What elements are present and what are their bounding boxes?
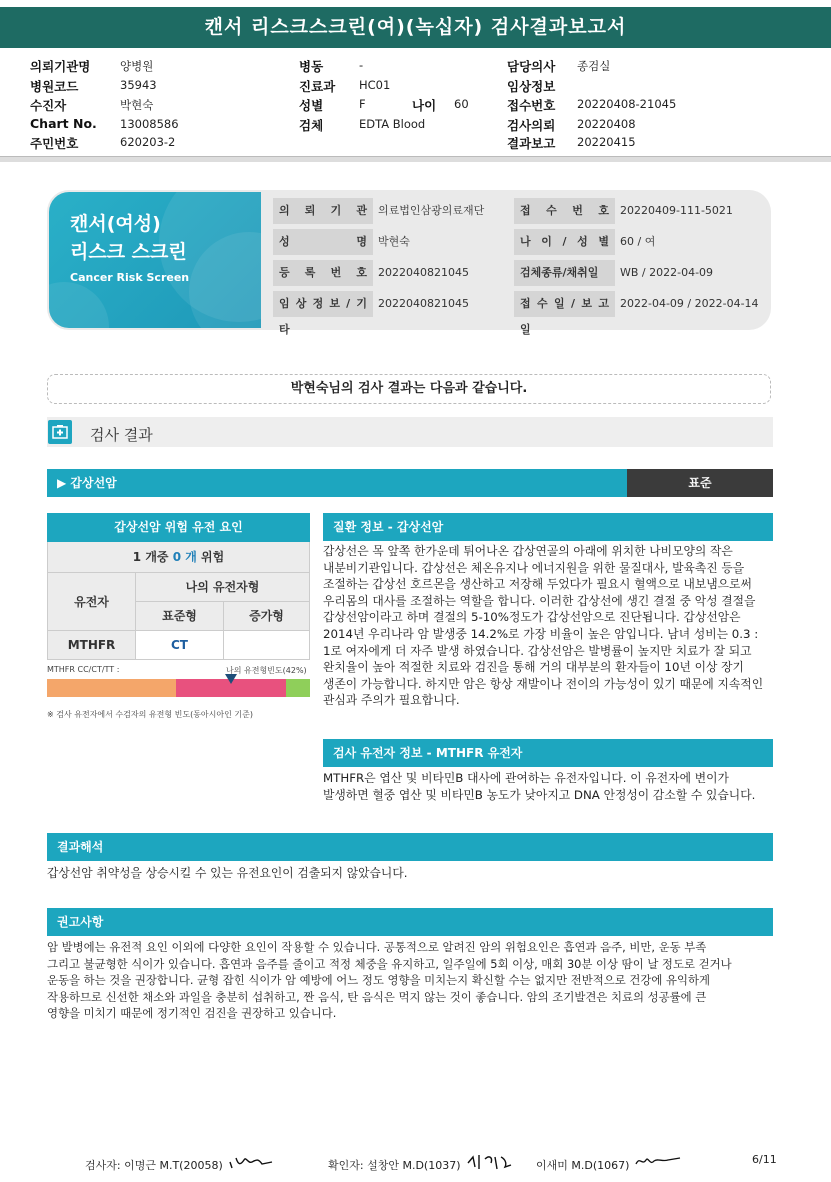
- report-title: 캔서 리스크스크린(여)(녹십자) 검사결과보고서: [0, 7, 831, 48]
- card-value-clinical: 2022040821045: [378, 297, 469, 310]
- header-value-doctor: 종검실: [577, 59, 611, 73]
- text-line: 발생하면 혈중 엽산 및 비타민B 농도가 낮아지고 DNA 안정성이 감소할 수 있습니다.: [323, 787, 756, 802]
- header-value-request-date: 20220408: [577, 117, 636, 131]
- risk-count-suffix: 위험: [196, 550, 225, 564]
- header-label-department: 진료과: [299, 79, 336, 94]
- standard-genotype-cell: CT: [135, 631, 223, 660]
- card-label-reg-no: 등 록 번 호: [273, 260, 373, 286]
- card-value-name: 박현숙: [378, 235, 410, 248]
- header-label-institution: 의뢰기관명: [30, 59, 91, 74]
- header-value-chart-no: 13008586: [120, 117, 179, 131]
- card-grid-left-values: [378, 198, 508, 317]
- text-line: 갑상선암이라고 하며 결절의 5-10%정도가 갑상선암으로 진단됩니다. 갑상선암은: [323, 610, 741, 625]
- text-line: 운동을 하는 것을 권장합니다. 균형 잡힌 식이가 암 예방에 어느 정도 영향을 미치는지 확신할 수는 없지만 전반적으로 건강에 유익하게: [47, 973, 710, 988]
- card-value-specimen: WB / 2022-04-09: [620, 266, 714, 279]
- freq-left-label: MTHFR CC/CT/TT :: [47, 665, 120, 674]
- risk-table-body: [47, 573, 310, 631]
- col-increased-header: 증가형: [223, 602, 310, 631]
- header-value-receipt-no: 20220408-21045: [577, 97, 677, 111]
- text-line: 갑상선은 목 앞쪽 한가운데 튀어나온 갑상연골의 아래에 위치한 나비모양의 작은: [323, 544, 733, 558]
- risk-table-head: 갑상선암 위험 유전 요인: [47, 513, 310, 542]
- text-line: 그리고 불균형한 식이가 있습니다. 흡연과 음주를 줄이고 적정 체중을 유지하고, 일주일에 5회 이상, 매회 30분 이상 땀이 날 정도로 걷거나: [47, 956, 732, 971]
- text-line: 암 발병에는 유전적 요인 이외에 다양한 요인이 작용할 수 있습니다. 공통적으로 알려진 암의 위험요인은 흡연과 음주, 비만, 운동 부족: [47, 940, 707, 954]
- cancer-status-badge: 표준: [627, 469, 773, 497]
- text-line: 영향을 미치기 때문에 정기적인 검진을 권장하고 있습니다.: [47, 1006, 337, 1021]
- gene-info-head: 검사 유전자 정보 - MTHFR 유전자: [323, 739, 773, 767]
- page-number: 6/11: [752, 1153, 777, 1166]
- header-value-resident-no: 620203-2: [120, 135, 176, 149]
- text-line: 조절하는 갑상선 호르몬을 생산하고 저장해 두었다가 필요시 혈액으로 내보냄으로써: [323, 577, 752, 592]
- summary-card-title-line1: 캔서(여성): [70, 213, 161, 235]
- footer-doctor2: 이새미 M.D(1067): [536, 1159, 630, 1172]
- col-my-genotype-header: 나의 유전자형: [135, 573, 310, 602]
- footer-tester: 검사자: 이명근 M.T(20058): [85, 1159, 223, 1172]
- tester-signature-icon: [226, 1150, 276, 1172]
- header-label-request-date: 검사의뢰: [507, 118, 556, 133]
- risk-table: [47, 513, 310, 660]
- header-label-ward: 병동: [299, 59, 324, 74]
- text-line: 완치율이 높아 적절한 치료와 검진을 통해 거의 대부분의 환자들이 10년 이상 장기: [323, 660, 744, 675]
- header-label-doctor: 담당의사: [507, 59, 556, 74]
- doctor2-signature-icon: [634, 1152, 682, 1170]
- header-label-sex: 성별: [299, 98, 324, 113]
- header-label-chart-no: Chart No.: [30, 116, 97, 131]
- header-value-patient: 박현숙: [120, 98, 154, 112]
- genotype-header-group: [135, 573, 310, 631]
- card-grid-left-labels: [273, 198, 373, 336]
- disease-info-section: [323, 513, 773, 709]
- header-value-institution: 양병원: [120, 59, 154, 73]
- header-label-patient: 수진자: [30, 98, 67, 113]
- genotype-subheaders: [135, 602, 310, 631]
- text-line: 1로 여자에게 더 자주 발생 하였습니다. 갑상선암은 발병률이 높지만 치료가 잘 되고: [323, 643, 752, 658]
- header-label-specimen: 검체: [299, 118, 324, 133]
- summary-card-subtitle: Cancer Risk Screen: [70, 271, 190, 284]
- disease-info-head: 질환 정보 - 갑상선암: [323, 513, 773, 541]
- gene-info-section: [323, 739, 773, 803]
- risk-count-value: 0 개: [172, 550, 197, 564]
- col-standard-header: 표준형: [135, 602, 223, 631]
- text-line: MTHFR은 엽산 및 비타민B 대사에 관여하는 유전자입니다. 이 유전자에 변이가: [323, 771, 729, 785]
- medical-kit-icon: [48, 420, 72, 444]
- card-label-institution: 의 뢰 기 관: [273, 198, 373, 224]
- text-line: 관심과 주의가 필요합니다.: [323, 693, 460, 708]
- disease-info-text: [323, 543, 773, 709]
- header-value-hospital-code: 35943: [120, 78, 157, 92]
- text-line: 2014년 우리나라 암 발생중 14.2%로 가장 비율이 높은 암입니다. 남녀 성비는 0.3 :: [323, 626, 759, 641]
- header-value-department: HC01: [359, 78, 391, 92]
- card-value-age-sex: 60 / 여: [620, 235, 656, 248]
- card-value-institution: 의료법인삼광의료재단: [378, 204, 485, 217]
- interpretation-head: 결과해석: [47, 833, 773, 861]
- genotype-marker-icon: [225, 674, 237, 684]
- summary-card-title-line2: 리스크 스크린: [70, 241, 187, 263]
- card-label-name: 성 명: [273, 229, 373, 255]
- card-label-receipt: 접 수 번 호: [514, 198, 615, 224]
- recommendation-head: 권고사항: [47, 908, 773, 936]
- card-label-dates: 접 수 일 / 보 고 일: [514, 291, 615, 317]
- card-label-age-sex: 나 이 / 성 별: [514, 229, 615, 255]
- section-title: 검사 결과: [90, 426, 153, 444]
- header-label-hospital-code: 병원코드: [30, 79, 79, 94]
- recommendation-text: [47, 939, 787, 1022]
- card-value-receipt: 20220409-111-5021: [620, 204, 733, 217]
- text-line: 우리몸의 대사를 조절하는 역할을 합니다. 이러한 갑상선에 생긴 결절 중 악성 결절을: [323, 593, 756, 608]
- header-divider: [0, 156, 831, 162]
- header-value-report-date: 20220415: [577, 135, 636, 149]
- summary-card-title: [70, 210, 187, 266]
- card-grid-right-labels: [514, 198, 615, 336]
- confirmer-signature-icon: [465, 1149, 515, 1173]
- gene-name-cell: MTHFR: [47, 631, 135, 660]
- table-row: [47, 631, 310, 660]
- col-gene-header: 유전자: [47, 573, 135, 631]
- header-value-age: 60: [454, 97, 469, 111]
- header-label-resident-no: 주민번호: [30, 136, 79, 151]
- header-value-sex: F: [359, 97, 366, 111]
- genotype-frequency-bar: [47, 679, 310, 697]
- increased-genotype-cell: [223, 631, 310, 660]
- risk-count-prefix: 1 개중: [132, 550, 173, 564]
- card-value-reg-no: 2022040821045: [378, 266, 469, 279]
- header-label-clinical-info: 임상정보: [507, 79, 556, 94]
- header-label-report-date: 결과보고: [507, 136, 556, 151]
- risk-count-row: [47, 542, 310, 573]
- cancer-type-bar: ▶ 갑상선암: [47, 469, 627, 497]
- header-value-specimen: EDTA Blood: [359, 117, 426, 131]
- freq-note: ※ 검사 유전자에서 수검자의 유전형 빈도(동아시아인 기준): [47, 710, 253, 719]
- header-label-receipt-no: 접수번호: [507, 98, 556, 113]
- interpretation-text: 갑상선암 취약성을 상승시킬 수 있는 유전요인이 검출되지 않았습니다.: [47, 866, 408, 880]
- freq-segment: [47, 679, 176, 697]
- card-label-clinical: 임 상 정 보 / 기 타: [273, 291, 373, 317]
- freq-segment: [286, 679, 310, 697]
- card-value-dates: 2022-04-09 / 2022-04-14: [620, 297, 759, 310]
- text-line: 생존이 가능합니다. 하지만 암은 항상 재발이나 전이의 가능성이 있기 때문에 지속적인: [323, 676, 764, 691]
- section-header: [47, 417, 773, 447]
- card-grid-right-values: [620, 198, 770, 317]
- gene-info-text: [323, 770, 773, 803]
- text-line: 작용하므로 신선한 채소와 과일을 충분히 섭취하고, 짠 음식, 탄 음식은 먹지 않는 것이 좋습니다. 암의 조기발견은 치료의 성공률에 큰: [47, 989, 707, 1004]
- text-line: 내분비기관입니다. 갑상선은 체온유지나 에너지원을 위한 물질대사, 발육촉진 등을: [323, 560, 745, 575]
- header-label-age: 나이: [412, 98, 437, 113]
- header-value-ward: -: [359, 58, 364, 72]
- footer-confirmer: 확인자: 설창안 M.D(1037): [328, 1159, 461, 1172]
- card-label-specimen: 검체종류/채취일: [514, 260, 615, 286]
- freq-right-label: 나의 유전형빈도(42%): [226, 666, 307, 675]
- result-intro: 박현숙님의 검사 결과는 다음과 같습니다.: [47, 374, 771, 404]
